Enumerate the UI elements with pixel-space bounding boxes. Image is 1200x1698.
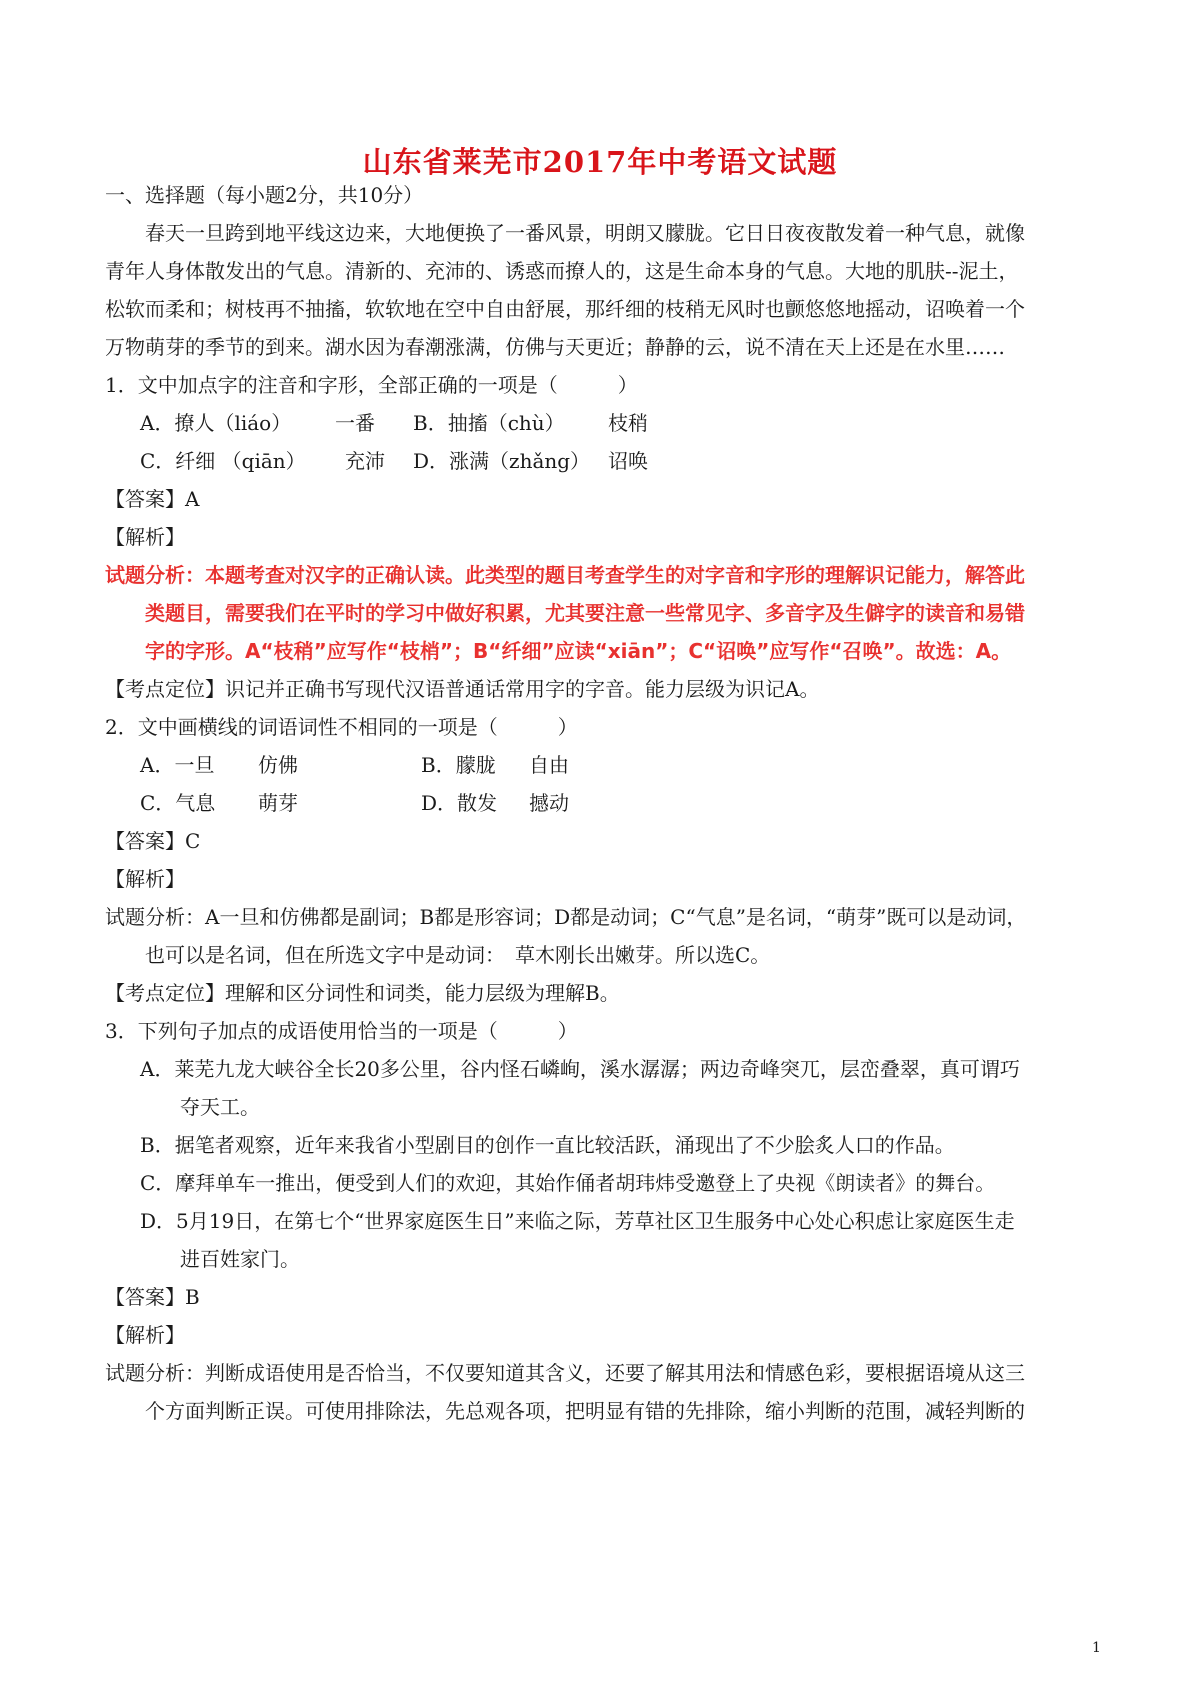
q3-option-a: A．莱芜九龙大峡谷全长20多公里，谷内怪石嶙峋，溪水潺潺；两边奇峰突兀，层峦叠翠，真可谓巧 — [140, 1057, 1020, 1081]
q3-analysis-label: 【解析】 — [105, 1323, 185, 1347]
question-1-stem: 1．文中加点字的注音和字形，全部正确的一项是（ ） — [105, 373, 638, 397]
question-2-options-row2 — [140, 788, 569, 818]
q2-option-c: C．气息 — [140, 791, 216, 815]
q3-answer: 【答案】B — [105, 1285, 200, 1309]
q2-point: 【考点定位】理解和区分词性和词类，能力层级为理解B。 — [105, 981, 620, 1005]
q1-option-a-word: 一番 — [335, 411, 375, 435]
q1-analysis-line-1: 试题分析：本题考查对汉字的正确认读。此类型的题目考查学生的对字音和字形的理解识记能力，解答此 — [105, 563, 1025, 587]
q3-option-d-continued: 进百姓家门。 — [180, 1247, 300, 1271]
q2-option-b-word: 自由 — [529, 753, 569, 777]
q2-option-d-word: 撼动 — [529, 791, 569, 815]
q2-option-c-word: 萌芽 — [258, 791, 298, 815]
question-1-options-row2 — [140, 446, 648, 476]
passage-line-3: 松软而柔和；树枝再不抽搐，软软地在空中自由舒展，那纤细的枝稍无风时也颤悠悠地摇动，诏唤着一个 — [105, 297, 1025, 321]
passage-line-2: 青年人身体散发出的气息。清新的、充沛的、诱惑而撩人的，这是生命本身的气息。大地的肌肤--泥土， — [105, 259, 1019, 283]
q2-option-a-word: 仿佛 — [258, 753, 298, 777]
q2-option-d: D．散发 — [421, 791, 498, 815]
question-2-options-row1 — [140, 750, 569, 780]
q1-option-a: A．撩人（liáo） — [140, 411, 292, 435]
question-1-options-row1 — [140, 408, 648, 438]
section-heading: 一、选择题（每小题2分，共10分） — [105, 183, 424, 207]
q2-option-b: B．朦胧 — [421, 753, 496, 777]
page-number: 1 — [1092, 1640, 1101, 1656]
q1-option-d-word: 诏唤 — [608, 449, 648, 473]
q2-answer: 【答案】C — [105, 829, 201, 853]
q2-analysis-line-2: 也可以是名词，但在所选文字中是动词： 草木刚长出嫩芽。所以选C。 — [145, 943, 771, 967]
q1-point: 【考点定位】识记并正确书写现代汉语普通话常用字的字音。能力层级为识记A。 — [105, 677, 820, 701]
q2-option-a: A．一旦 — [140, 753, 215, 777]
q3-analysis-line-1: 试题分析：判断成语使用是否恰当，不仅要知道其含义，还要了解其用法和情感色彩，要根据语境从这三 — [105, 1361, 1025, 1385]
q1-option-b: B．抽搐（chù） — [413, 411, 565, 435]
question-2-stem: 2．文中画横线的词语词性不相同的一项是（ ） — [105, 715, 578, 739]
q3-option-a-continued: 夺天工。 — [180, 1095, 260, 1119]
q2-analysis-line-1: 试题分析：A一旦和仿佛都是副词；B都是形容词；D都是动词；C“气息”是名词，“萌芽”既可以是动词， — [105, 905, 1027, 929]
page-title: 山东省莱芜市2017年中考语文试题 — [362, 145, 838, 179]
q3-analysis-line-2: 个方面判断正误。可使用排除法，先总观各项，把明显有错的先排除，缩小判断的范围，减轻判断的 — [145, 1399, 1025, 1423]
q1-answer: 【答案】A — [105, 487, 200, 511]
q1-analysis-line-3: 字的字形。A“枝稍”应写作“枝梢”；B“纤细”应读“xiān”；C“诏唤”应写作“召唤”。故选：A。 — [145, 639, 1012, 663]
q3-option-b: B．据笔者观察，近年来我省小型剧目的创作一直比较活跃，涌现出了不少脍炙人口的作品。 — [140, 1133, 955, 1157]
q1-analysis-line-2: 类题目，需要我们在平时的学习中做好积累，尤其要注意一些常见字、多音字及生僻字的读音和易错 — [145, 601, 1025, 625]
q1-option-c: C．纤细 （qiān） — [140, 449, 306, 473]
q1-option-b-word: 枝稍 — [608, 411, 648, 435]
q1-option-c-word: 充沛 — [345, 449, 385, 473]
question-3-stem: 3．下列句子加点的成语使用恰当的一项是（ ） — [105, 1019, 578, 1043]
q3-option-c: C．摩拜单车一推出，便受到人们的欢迎，其始作俑者胡玮炜受邀登上了央视《朗读者》的舞台。 — [140, 1171, 996, 1195]
passage-line-1: 春天一旦跨到地平线这边来，大地便换了一番风景，明朗又朦胧。它日日夜夜散发着一种气息，就像 — [145, 221, 1025, 245]
passage-line-4: 万物萌芽的季节的到来。湖水因为春潮涨满，仿佛与天更近；静静的云，说不清在天上还是在水里…… — [105, 335, 1005, 359]
q1-option-d: D．涨满（zhǎng） — [413, 449, 591, 473]
q2-analysis-label: 【解析】 — [105, 867, 185, 891]
q1-analysis-label: 【解析】 — [105, 525, 185, 549]
q3-option-d: D．5月19日，在第七个“世界家庭医生日”来临之际，芳草社区卫生服务中心处心积虑让家庭医生走 — [140, 1209, 1015, 1233]
